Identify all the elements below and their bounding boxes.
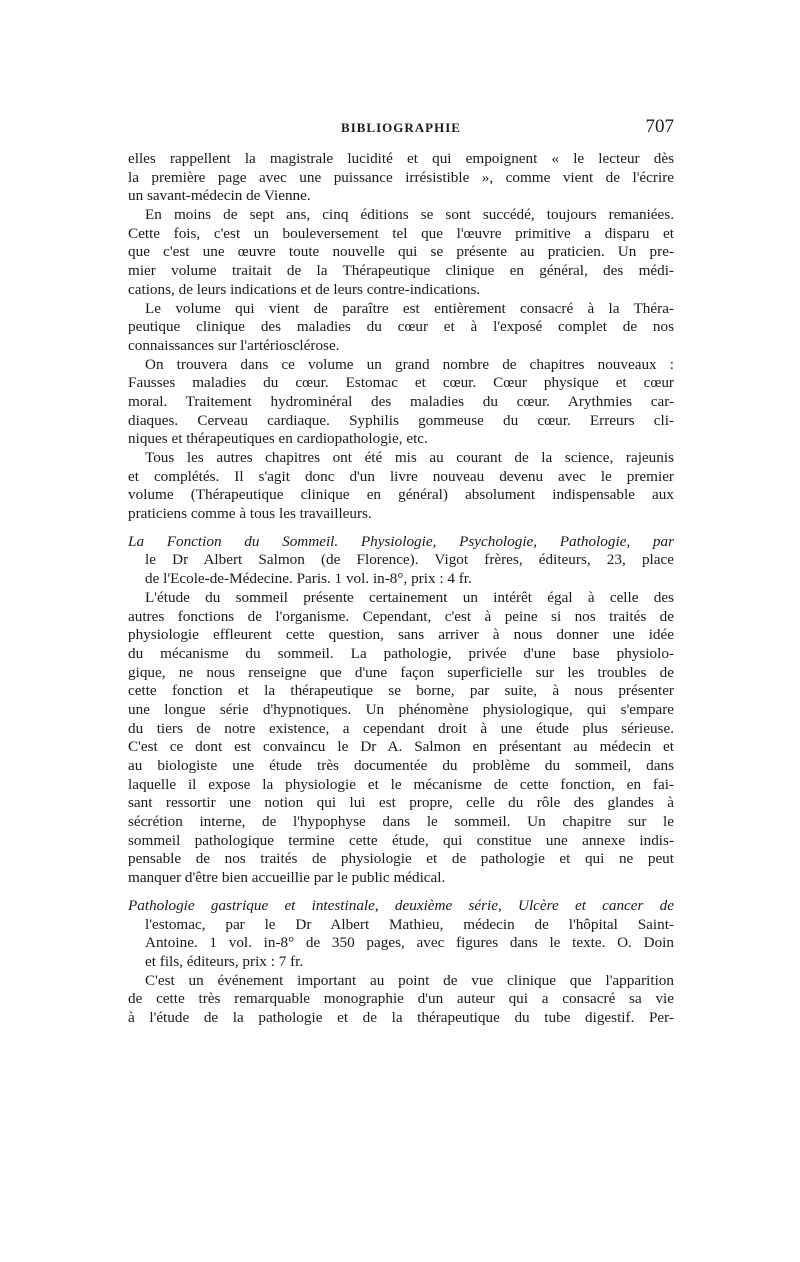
text-line: L'étude du sommeil présente certainement un intérêt égal à celle des xyxy=(145,588,674,606)
page-number: 707 xyxy=(645,116,674,137)
body-text xyxy=(128,150,674,1028)
text-line: que c'est une œuvre toute nouvelle qui se présente au praticien. Un pre- xyxy=(128,243,674,261)
text-line: peutique clinique des maladies du cœur et à l'exposé complet de nos xyxy=(128,318,674,336)
bibliographic-entry-line: Antoine. 1 vol. in-8° de 350 pages, avec figures dans le texte. O. Doin xyxy=(145,934,674,952)
bibliographic-entry-line: le Dr Albert Salmon (de Florence). Vigot frères, éditeurs, 23, place xyxy=(145,551,674,569)
text-line: sant ressortir une notion qui lui est propre, celle du rôle des glandes à xyxy=(128,794,674,812)
text-line: niques et thérapeutiques en cardiopathologie, etc. xyxy=(128,430,428,448)
text-line: En moins de sept ans, cinq éditions se sont succédé, toujours remaniées. xyxy=(145,206,674,224)
bibliographic-entry-line: de l'Ecole-de-Médecine. Paris. 1 vol. in-8°, prix : 4 fr. xyxy=(145,570,472,588)
text-line: la première page avec une puissance irrésistible », comme vient de l'écrire xyxy=(128,168,674,186)
text-line: On trouvera dans ce volume un grand nombre de chapitres nouveaux : xyxy=(145,355,674,373)
running-head: BIBLIOGRAPHIE xyxy=(341,120,461,135)
text-line: gique, ne nous renseigne que d'une façon superficielle sur les troubles de xyxy=(128,663,674,681)
text-line: mier volume traitait de la Thérapeutique clinique en général, des médi- xyxy=(128,262,674,280)
text-line: et complétés. Il s'agit donc d'un livre nouveau devenu avec le premier xyxy=(128,467,674,485)
text-line: au biologiste une étude très documentée du problème du sommeil, dans xyxy=(128,757,674,774)
text-line: sécrétion interne, de l'hypophyse dans le sommeil. Un chapitre sur le xyxy=(128,813,674,831)
text-line: Tous les autres chapitres ont été mis au courant de la science, rajeunis xyxy=(145,449,674,466)
text-line: physiologie effleurent cette question, sans arriver à nous donner une idée xyxy=(128,626,674,644)
text-line: sommeil pathologique termine cette étude, qui constitue une annexe indis- xyxy=(128,831,674,849)
text-line: de cette très remarquable monographie d'un auteur qui a consacré sa vie xyxy=(128,990,674,1008)
text-line: volume (Thérapeutique clinique en général) absolument indispensable aux xyxy=(128,486,674,504)
text-line: cations, de leurs indications et de leurs contre-indications. xyxy=(128,280,481,298)
bibliographic-entry-line: Pathologie gastrique et intestinale, deuxième série, Ulcère et cancer de xyxy=(128,896,674,914)
bibliographic-entry-line: et fils, éditeurs, prix : 7 fr. xyxy=(145,952,304,970)
text-line: à l'étude de la pathologie et de la thérapeutique du tube digestif. Per- xyxy=(128,1008,674,1026)
bibliographic-entry-line: La Fonction du Sommeil. Physiologie, Psychologie, Pathologie, par xyxy=(128,532,674,550)
text-line: pensable de nos traités de physiologie et de pathologie et qui ne peut xyxy=(128,850,674,868)
text-line: elles rappellent la magistrale lucidité et qui empoignent « le lecteur dès xyxy=(128,150,674,167)
text-line: moral. Traitement hydrominéral des maladies du cœur. Arythmies car- xyxy=(128,392,674,410)
text-line: diaques. Cerveau cardiaque. Syphilis gommeuse du cœur. Erreurs cli- xyxy=(128,411,674,429)
text-line: du tiers de notre existence, a cependant droit à une étude plus sérieuse. xyxy=(128,719,674,737)
text-line: une longue série d'hypnotiques. Un phénomène physiologique, qui s'empare xyxy=(128,700,674,718)
text-line: autres fonctions de l'organisme. Cependant, c'est à peine si nos traités de xyxy=(128,607,674,625)
text-line: Fausses maladies du cœur. Estomac et cœur. Cœur physique et cœur xyxy=(128,374,674,392)
text-line: C'est ce dont est convaincu le Dr A. Salmon en présentant au médecin et xyxy=(128,738,674,756)
text-line: connaissances sur l'artériosclérose. xyxy=(128,336,340,354)
text-line: un savant-médecin de Vienne. xyxy=(128,187,311,205)
text-line: du mécanisme du sommeil. La pathologie, privée d'une base physiolo- xyxy=(128,644,674,662)
text-line: praticiens comme à tous les travailleurs. xyxy=(128,505,372,523)
bibliographic-entry-line: l'estomac, par le Dr Albert Mathieu, médecin de l'hôpital Saint- xyxy=(145,915,674,933)
text-line: laquelle il expose la physiologie et le mécanisme de cette fonction, en fai- xyxy=(128,775,674,793)
text-line: manquer d'être bien accueillie par le public médical. xyxy=(128,869,446,887)
section-gap xyxy=(128,524,674,533)
text-line: C'est un événement important au point de vue clinique que l'apparition xyxy=(145,971,674,989)
text-line: cette fonction et la thérapeutique se borne, par suite, à nous présenter xyxy=(128,682,674,700)
section-gap xyxy=(128,888,674,897)
text-line: Le volume qui vient de paraître est entièrement consacré à la Théra- xyxy=(145,299,674,317)
page-header xyxy=(128,116,674,140)
text-line: Cette fois, c'est un bouleversement tel que l'œuvre primitive a disparu et xyxy=(128,224,674,242)
